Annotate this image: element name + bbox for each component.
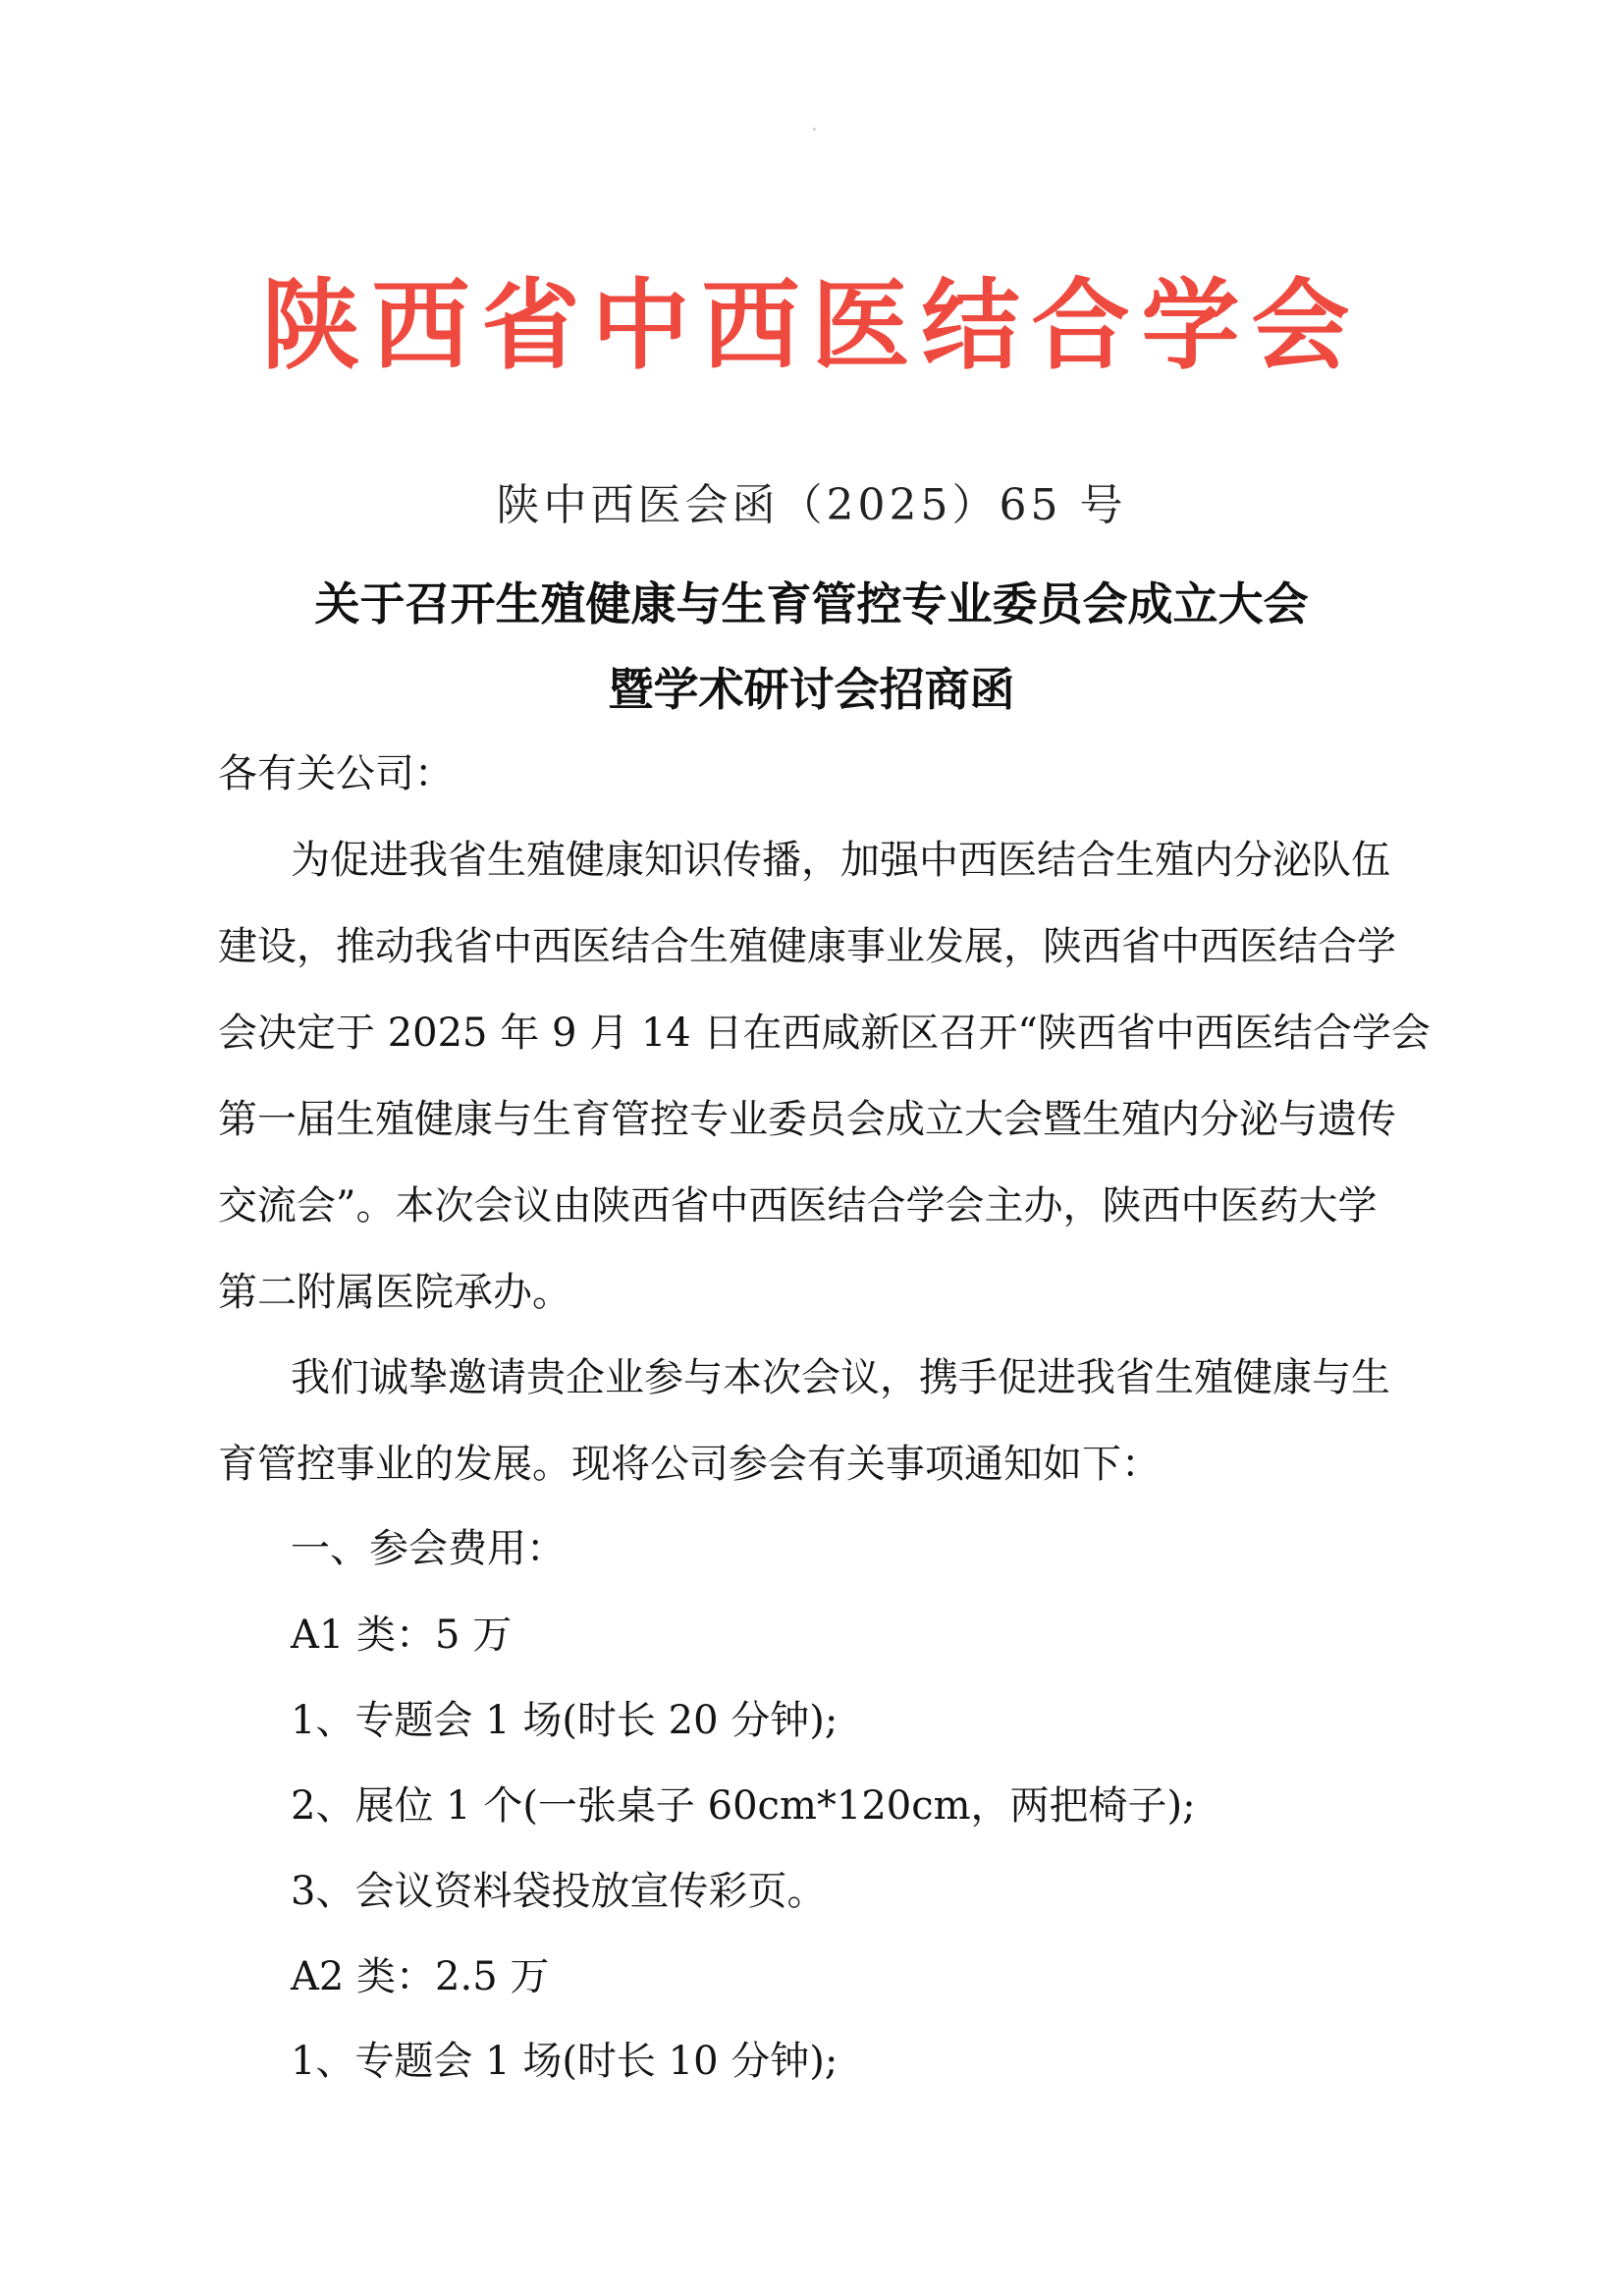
package-a1-item-1: 1、专题会 1 场(时长 20 分钟); bbox=[291, 1698, 839, 1743]
paragraph-2-line-2: 育管控事业的发展。现将公司参会有关事项通知如下： bbox=[218, 1442, 1161, 1487]
package-a1-item-3: 3、会议资料袋投放宣传彩页。 bbox=[291, 1869, 827, 1914]
paragraph-1-line-2: 建设，推动我省中西医结合生殖健康事业发展，陕西省中西医结合学 bbox=[218, 924, 1396, 969]
package-a2-label: A2 类：2.5 万 bbox=[291, 1954, 550, 1999]
organization-header: 陕西省中西医结合学会 bbox=[261, 268, 1362, 383]
paragraph-1-line-6: 第二附属医院承办。 bbox=[218, 1270, 571, 1315]
paragraph-1-line-1: 为促进我省生殖健康知识传播，加强中西医结合生殖内分泌队伍 bbox=[291, 838, 1390, 883]
package-a1-label: A1 类：5 万 bbox=[291, 1613, 513, 1658]
section-1-heading: 一、参会费用： bbox=[291, 1526, 566, 1571]
document-number: 陕中西医会函（2025）65 号 bbox=[496, 480, 1127, 530]
paragraph-2-line-1: 我们诚挚邀请贵企业参与本次会议，携手促进我省生殖健康与生 bbox=[291, 1355, 1390, 1400]
paragraph-1-line-5: 交流会”。本次会议由陕西省中西医结合学会主办，陕西中医药大学 bbox=[218, 1183, 1378, 1229]
document-title-line-1: 关于召开生殖健康与生育管控专业委员会成立大会 bbox=[314, 577, 1309, 630]
document-title-line-2: 暨学术研讨会招商函 bbox=[608, 663, 1015, 716]
package-a2-item-1: 1、专题会 1 场(时长 10 分钟); bbox=[291, 2039, 839, 2084]
package-a1-item-2: 2、展位 1 个(一张桌子 60cm*120cm，两把椅子); bbox=[291, 1783, 1196, 1829]
salutation: 各有关公司： bbox=[218, 751, 454, 796]
paragraph-1-line-4: 第一届生殖健康与生育管控专业委员会成立大会暨生殖内分泌与遗传 bbox=[218, 1097, 1396, 1142]
scan-dot bbox=[813, 128, 816, 131]
paragraph-1-line-3: 会决定于 2025 年 9 月 14 日在西咸新区召开“陕西省中西医结合学会 bbox=[218, 1011, 1431, 1056]
